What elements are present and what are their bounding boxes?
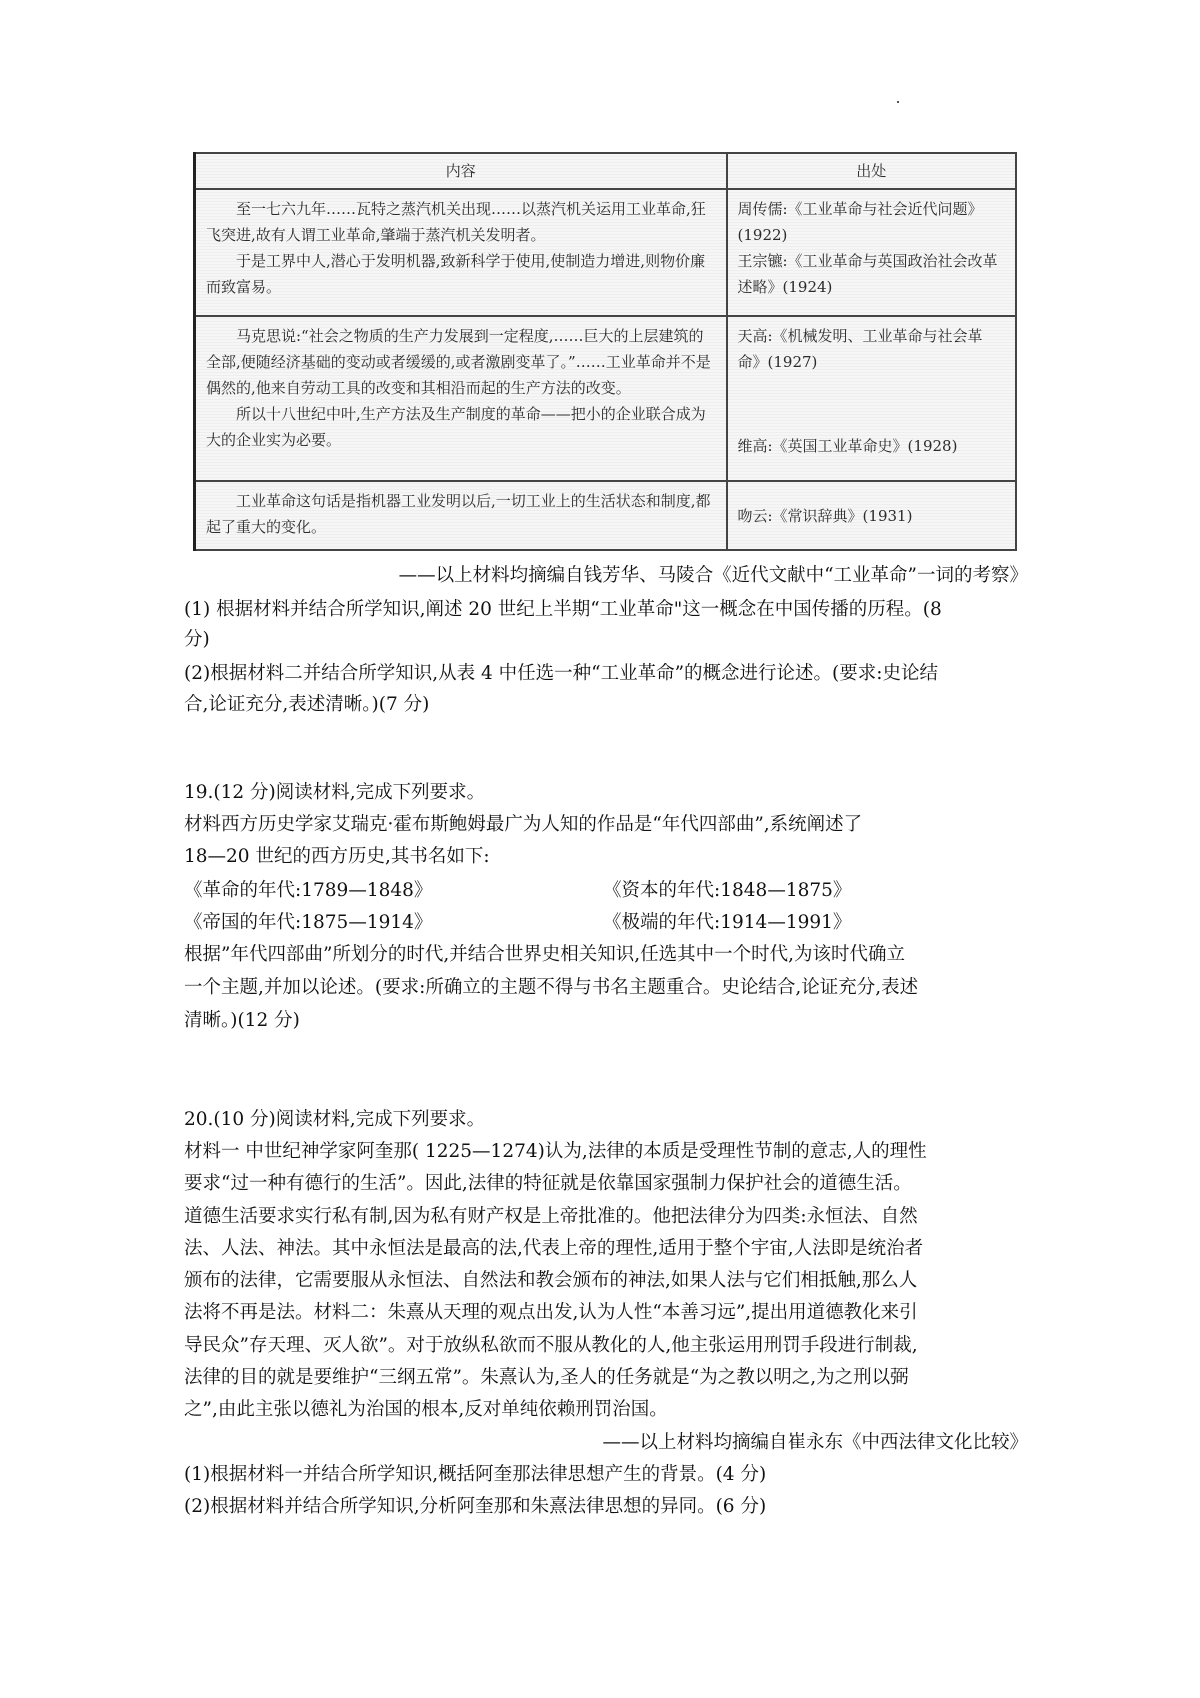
spacer bbox=[738, 375, 1006, 433]
table-row bbox=[195, 481, 1017, 550]
q20-material-line: 道德生活要求实行私有制,因为私有财产权是上帝批准的。他把法律分为四类:永恒法、自然 bbox=[184, 1206, 918, 1227]
table-header-row bbox=[195, 153, 1017, 189]
q19-material: 材料西方历史学家艾瑞克·霍布斯鲍姆最广为人知的作品是“年代四部曲”,系统阐述了 bbox=[184, 814, 863, 835]
q19-task: 根据”年代四部曲”所划分的时代,并结合世界史相关知识,任选其中一个时代,为该时代确立 bbox=[184, 944, 906, 965]
book-title: 《帝国的年代:1875—1914》 bbox=[184, 912, 433, 933]
q19-heading: 19.(12 分)阅读材料,完成下列要求。 bbox=[184, 782, 486, 803]
q20-material-line: 导民众”存天理、灭人欲”。对于放纵私欲而不服从教化的人,他主张运用刑罚手段进行制裁, bbox=[184, 1335, 918, 1356]
source-cell bbox=[727, 189, 1017, 316]
table-row bbox=[195, 316, 1017, 481]
content-paragraph: 至一七六九年……瓦特之蒸汽机关出现……以蒸汽机关运用工业革命,狂飞突进,故有人谓工业革命,肇端于蒸汽机关发明者。 bbox=[206, 200, 706, 244]
q20-source-attribution: ——以上材料均摘编自崔永东《中西法律文化比较》 bbox=[602, 1432, 1028, 1453]
q20-material-line: 要求“过一种有德行的生活”。因此,法律的特征就是依靠国家强制力保护社会的道德生活。 bbox=[184, 1173, 912, 1194]
q20-material-line: 法律的目的就是要维护“三纲五常”。朱熹认为,圣人的任务就是“为之教以明之,为之刑以弼 bbox=[184, 1367, 909, 1388]
content-paragraph: 所以十八世纪中叶,生产方法及生产制度的革命——把小的企业联合成为大的企业实为必要。 bbox=[206, 405, 706, 449]
header-source: 出处 bbox=[727, 153, 1017, 189]
content-cell bbox=[195, 316, 727, 481]
q18-part2-text: 合,论证充分,表述清晰。)(7 分) bbox=[184, 694, 430, 715]
table-row bbox=[195, 189, 1017, 316]
q18-source-attribution: ——以上材料均摘编自钱芳华、马陵合《近代文献中“工业革命”一词的考察》 bbox=[398, 565, 1028, 586]
q20-part2-text: (2)根据材料并结合所学知识,分析阿奎那和朱熹法律思想的异同。(6 分) bbox=[184, 1496, 767, 1517]
source-citation: 吻云:《常识辞典》(1931) bbox=[737, 506, 913, 525]
q18-part1-text: (1) 根据材料并结合所学知识,阐述 20 世纪上半期“工业革命"这一概念在中国传播的历程。(8 bbox=[184, 599, 942, 620]
source-citation: 维高:《英国工业革命史》(1928) bbox=[737, 437, 958, 455]
q20-part1-text: (1)根据材料一并结合所学知识,概括阿奎那法律思想产生的背景。(4 分) bbox=[184, 1464, 767, 1485]
q20-material-line: 法将不再是法。材料二：朱熹从天理的观点出发,认为人性“本善习远”,提出用道德教化来引 bbox=[184, 1302, 918, 1323]
q18-part2-text: (2)根据材料二并结合所学知识,从表 4 中任选一种“工业革命”的概念进行论述。(要求:史论结 bbox=[184, 663, 938, 684]
q19-material: 18—20 世纪的西方历史,其书名如下: bbox=[184, 846, 490, 867]
book-title: 《极端的年代:1914—1991》 bbox=[603, 912, 852, 933]
q19-task: 一个主题,并加以论述。(要求:所确立的主题不得与书名主题重合。史论结合,论证充分,表述 bbox=[184, 977, 919, 998]
book-title: 《革命的年代:1789—1848》 bbox=[184, 880, 433, 901]
content-paragraph: 工业革命这句话是指机器工业发明以后,一切工业上的生活状态和制度,都起了重大的变化。 bbox=[206, 492, 711, 536]
q20-material-line: 之”,由此主张以德礼为治国的根本,反对单纯依赖刑罚治国。 bbox=[184, 1399, 668, 1420]
content-cell bbox=[195, 189, 727, 316]
source-citation: 王宗镳:《工业革命与英国政治社会改革述略》(1924) bbox=[737, 252, 998, 296]
q20-heading: 20.(10 分)阅读材料,完成下列要求。 bbox=[184, 1109, 486, 1130]
content-cell bbox=[195, 481, 727, 550]
book-title: 《资本的年代:1848—1875》 bbox=[603, 880, 852, 901]
source-cell bbox=[727, 481, 1017, 550]
q20-material-line: 材料一 中世纪神学家阿奎那( 1225—1274)认为,法律的本质是受理性节制的意志,人的理性 bbox=[184, 1141, 927, 1162]
q18-part1-text: 分) bbox=[184, 629, 210, 650]
source-citation: 周传儒:《工业革命与社会近代问题》(1922) bbox=[737, 200, 983, 244]
q20-material-line: 颁布的法律，它需要服从永恒法、自然法和教会颁布的神法,如果人法与它们相抵触,那么人 bbox=[184, 1270, 918, 1291]
source-cell bbox=[727, 316, 1017, 481]
source-table bbox=[193, 152, 1017, 551]
scan-speck bbox=[897, 101, 899, 103]
q20-material-line: 法、人法、神法。其中永恒法是最高的法,代表上帝的理性,适用于整个宇宙,人法即是统治者 bbox=[184, 1238, 924, 1259]
source-citation: 天高:《机械发明、工业革命与社会革命》(1927) bbox=[737, 327, 983, 371]
content-paragraph: 于是工界中人,潜心于发明机器,致新科学于使用,使制造力增进,则物价廉而致富易。 bbox=[206, 252, 706, 296]
header-content: 内容 bbox=[195, 153, 727, 189]
content-paragraph: 马克思说:“社会之物质的生产力发展到一定程度,……巨大的上层建筑的全部,便随经济基础的变动或者缓缓的,或者激剧变革了。”……工业革命并不是偶然的,他来自劳动工具的改变和其相沿而起的生产方法的改变。 bbox=[206, 327, 711, 397]
q19-task: 清晰。)(12 分) bbox=[184, 1010, 300, 1031]
